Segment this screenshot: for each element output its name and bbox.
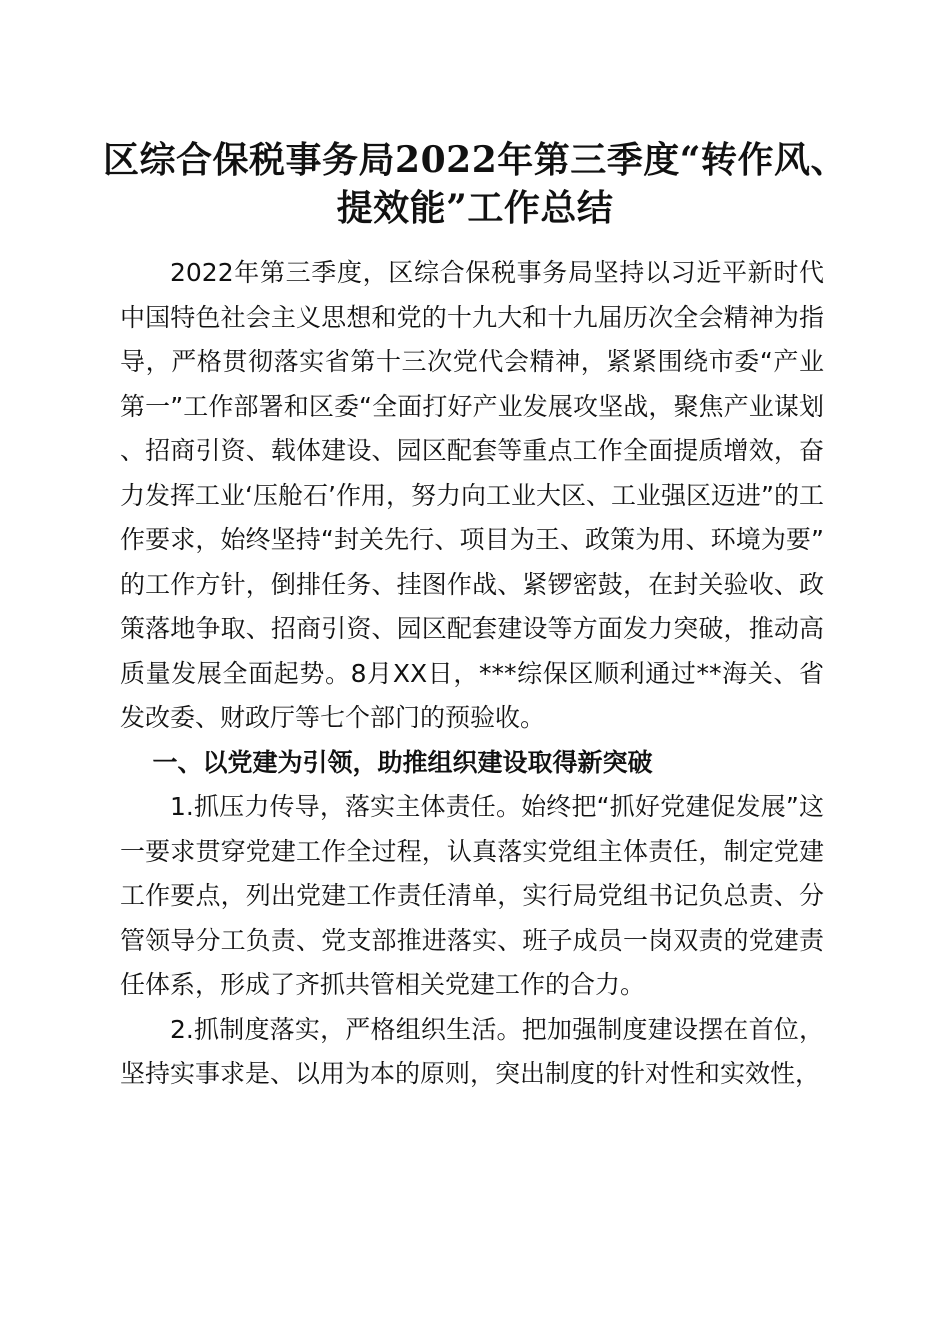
intro-paragraph: 2022年第三季度，区综合保税事务局坚持以习近平新时代中国特色社会主义思想和党的十九大和十九届历次全会精神为指导，严格贯彻落实省第十三次党代会精神，紧紧围绕市委“产业第一”工作部署和区委“全面打好产业发展攻坚战，聚焦产业谋划、招商引资、载体建设、园区配套等重点工作全面提质增效，奋力发挥工业‘压舱石’作用，努力向工业大区、工业强区迈进”的工作要求，始终坚持“封关先行、项目为王、政策为用、环境为要”的工作方针，倒排任务、挂图作战、紧锣密鼓，在封关验收、政策落地争取、招商引资、园区配套建设等方面发力突破，推动高质量发展全面起势。8月XX日，***综保区顺利通过**海关、省发改委、财政厅等七个部门的预验收。 [120, 258, 824, 732]
title-line-1: 区综合保税事务局2022年第三季度“转作风、 [103, 139, 847, 181]
item-paragraph-1: 1.抓压力传导，落实主体责任。始终把“抓好党建促发展”这一要求贯穿党建工作全过程，认真落实党组主体责任，制定党建工作要点，列出党建工作责任清单，实行局党组书记负总责、分管领导分工负责、党支部推进落实、班子成员一岗双责的党建责任体系，形成了齐抓共管相关党建工作的合力。 [120, 792, 824, 999]
item-paragraph-2: 2.抓制度落实，严格组织生活。把加强制度建设摆在首位，坚持实事求是、以用为本的原则，突出制度的针对性和实效性， [120, 1014, 824, 1088]
document-body [120, 251, 824, 1097]
title-line-2: 提效能”工作总结 [336, 187, 614, 229]
document-title [100, 136, 850, 232]
section-heading-1: 一、以党建为引领，助推组织建设取得新突破 [152, 747, 653, 777]
